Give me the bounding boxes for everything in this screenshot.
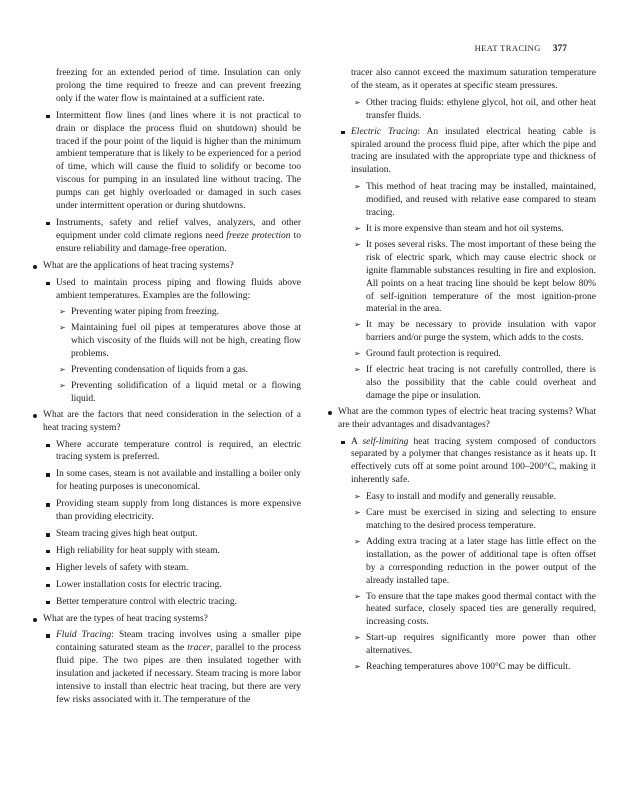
bullet-used: Used to maintain process piping and flowing fluids above ambient temperatures. Examples are the following: xyxy=(33,277,301,303)
section-title: HEAT TRACING xyxy=(474,43,541,53)
arrowhead-icon: ➢ xyxy=(354,662,361,672)
factor-item: Higher levels of safety with steam. xyxy=(33,562,301,575)
bullet-instruments: Instruments, safety and relief valves, analyzers, and other equipment under cold climate regions need freeze protection to ensure reliability and damage-free operation. xyxy=(33,217,301,256)
left-column xyxy=(33,67,301,711)
factor-item: Lower installation costs for electric tracing. xyxy=(33,579,301,592)
arrowhead-icon: ➢ xyxy=(354,492,361,502)
arrowhead-icon: ➢ xyxy=(59,307,66,317)
square-bullet-icon xyxy=(341,131,345,135)
round-bullet-icon xyxy=(328,411,332,415)
question-common-types: What are the common types of electric heat tracing systems? What are their advantages and disadvantages? xyxy=(328,406,596,432)
sub-item: ➢ Easy to install and modify and generally reusable. xyxy=(354,492,556,503)
sub-item: ➢ Preventing solidification of a liquid metal or a flowing liquid. xyxy=(59,380,301,404)
sub-item: ➢ This method of heat tracing may be installed, maintained, modified, and reused with relative ease compared to steam tracing. xyxy=(354,182,596,219)
arrowhead-icon: ➢ xyxy=(59,365,66,375)
square-bullet-icon xyxy=(46,550,50,554)
square-bullet-icon xyxy=(46,282,50,286)
continued-paragraph: tracer also cannot exceed the maximum saturation temperature of the steam, as it operates at specific steam pressures. xyxy=(351,68,596,91)
arrowhead-icon: ➢ xyxy=(59,380,66,390)
square-bullet-icon xyxy=(46,473,50,477)
square-bullet-icon xyxy=(46,601,50,605)
arrowhead-icon: ➢ xyxy=(59,323,66,333)
running-header xyxy=(475,43,567,54)
sub-item: ➢ Preventing water piping from freezing. xyxy=(59,307,219,318)
page-number: 377 xyxy=(552,44,567,54)
square-bullet-icon xyxy=(46,584,50,588)
sub-item: ➢ Reaching temperatures above 100°C may be difficult. xyxy=(354,662,571,673)
sub-item: ➢ It poses several risks. The most important of these being the risk of electric spark, which may cause electric shock or ignite flammable substances resulting in fire and explosion. All points on a heat tracing line should be kept below 80% of self-ignition temperature of the most ignition-prone material in the area. xyxy=(354,239,596,315)
sub-item: ➢ Other tracing fluids: ethylene glycol, hot oil, and other heat transfer fluids. xyxy=(354,97,596,121)
arrowhead-icon: ➢ xyxy=(354,97,361,107)
square-bullet-icon xyxy=(46,222,50,226)
arrowhead-icon: ➢ xyxy=(354,591,361,601)
sub-item: ➢ It is more expensive than steam and hot oil systems. xyxy=(354,223,564,234)
sub-item: ➢ Ground fault protection is required. xyxy=(354,349,501,360)
factor-item: Steam tracing gives high heat output. xyxy=(33,528,301,541)
factor-item: Better temperature control with electric tracing. xyxy=(33,596,301,609)
square-bullet-icon xyxy=(46,634,50,638)
round-bullet-icon xyxy=(33,618,37,622)
continued-paragraph: freezing for an extended period of time. Insulation can only prolong the time required to freeze and can prevent freezing only if the water flow is maintained at a sufficient rate. xyxy=(56,68,301,104)
sub-item: ➢ To ensure that the tape makes good thermal contact with the heated surface, closely spaced ties are generally required, increasing costs. xyxy=(354,591,596,628)
factor-item: High reliability for heat supply with steam. xyxy=(33,545,301,558)
bullet-intermittent: Intermittent flow lines (and lines where it is not practical to drain or displace the process fluid on shutdown) should be traced if the pour point of the liquid is higher than the minimum ambient temperature that is likely to be experienced for a period of time, which will cause the fluid to solidify or become too viscous for pumping in an insulated line without tracing. The pumps can get highly overloaded or damaged in such cases under intermittent operation or during shutdowns. xyxy=(33,110,301,213)
arrowhead-icon: ➢ xyxy=(354,365,361,375)
sub-item: ➢ It may be necessary to provide insulation with vapor barriers and/or purge the system, which adds to the costs. xyxy=(354,320,596,344)
arrowhead-icon: ➢ xyxy=(354,223,361,233)
sub-item: ➢ Maintaining fuel oil pipes at temperatures above those at which viscosity of the fluids will not be high, creating flow problems. xyxy=(59,323,301,360)
question-factors: What are the factors that need consideration in the selection of a heat tracing system? xyxy=(33,409,301,435)
sub-item: ➢ Preventing condensation of liquids from a gas. xyxy=(59,365,249,376)
round-bullet-icon xyxy=(33,265,37,269)
factor-item: Providing steam supply from long distances is more expensive than providing electricity. xyxy=(33,498,301,524)
arrowhead-icon: ➢ xyxy=(354,633,361,643)
square-bullet-icon xyxy=(46,444,50,448)
sub-item: ➢ Adding extra tracing at a later stage has little effect on the installation, as the power of additional tape is often offset by a corresponding reduction in the power output of the already installed tape. xyxy=(354,536,596,586)
sub-item: ➢ Start-up requires significantly more power than other alternatives. xyxy=(354,633,596,657)
arrowhead-icon: ➢ xyxy=(354,182,361,192)
arrowhead-icon: ➢ xyxy=(354,320,361,330)
factor-item: Where accurate temperature control is required, an electric tracing system is preferred. xyxy=(33,439,301,465)
square-bullet-icon xyxy=(46,567,50,571)
bullet-electric-tracing: Electric Tracing: An insulated electrical heating cable is spiraled around the process fluid pipe, after which the pipe and tracing are insulated with the appropriate type and thickness of insulation. xyxy=(328,126,596,178)
square-bullet-icon xyxy=(46,115,50,119)
arrowhead-icon: ➢ xyxy=(354,349,361,359)
round-bullet-icon xyxy=(33,414,37,418)
sub-item: ➢ Care must be exercised in sizing and selecting to ensure matching to the desired process temperature. xyxy=(354,508,596,531)
arrowhead-icon: ➢ xyxy=(354,239,361,249)
square-bullet-icon xyxy=(46,533,50,537)
arrowhead-icon: ➢ xyxy=(354,508,361,518)
arrowhead-icon: ➢ xyxy=(354,536,361,546)
question-applications: What are the applications of heat tracing systems? xyxy=(33,260,301,273)
right-column xyxy=(328,67,596,677)
sub-item: ➢ If electric heat tracing is not carefully controlled, there is also the possibility that the cable could overheat and damage the pipe or insulation. xyxy=(354,365,596,401)
factor-item: In some cases, steam is not available and installing a boiler only for heating purposes is uneconomical. xyxy=(33,468,301,494)
square-bullet-icon xyxy=(341,441,345,445)
bullet-self-limiting: A self-limiting heat tracing system composed of conductors separated by a polymer that changes resistance as it heats up. It effectively cuts off at some point around 100–200°C, making it inherently safe. xyxy=(328,436,596,488)
bullet-fluid-tracing: Fluid Tracing: Steam tracing involves using a smaller pipe containing saturated steam as the tracer, parallel to the process fluid pipe. The two pipes are then insulated together with insulation and jacketed if necessary. Steam tracing is more labor intensive to install than electric heat tracing, but there are very few risks associated with it. The temperature of the xyxy=(33,629,301,706)
square-bullet-icon xyxy=(46,503,50,507)
question-types: What are the types of heat tracing systems? xyxy=(33,613,301,626)
